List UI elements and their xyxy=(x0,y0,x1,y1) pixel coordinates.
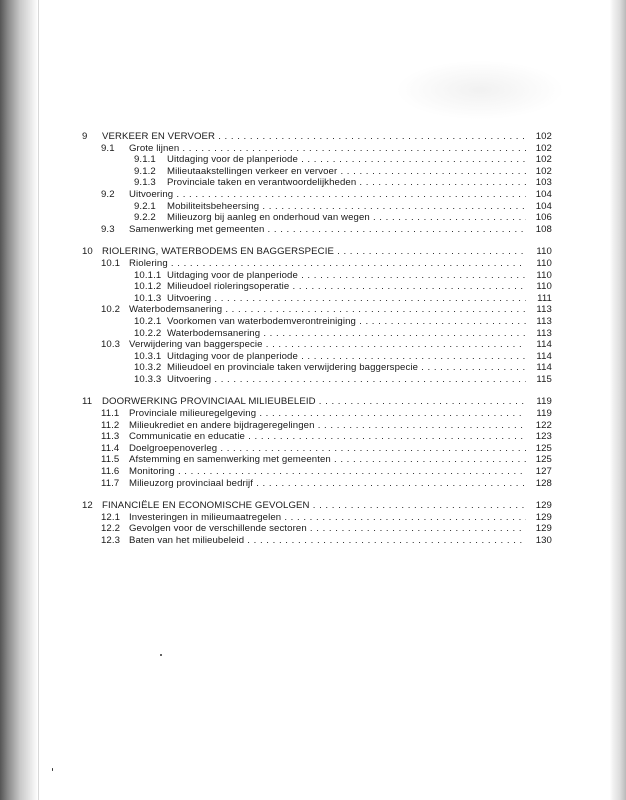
toc-subsection xyxy=(82,201,552,213)
subsection-title: Milieudoel rioleringsoperatie . . . xyxy=(167,281,526,293)
page-number: 119 xyxy=(526,408,552,420)
page-number: 114 xyxy=(526,339,552,351)
toc-section xyxy=(82,466,552,478)
section-title: Grote lijnen . . . xyxy=(129,143,526,155)
chapter-number: 9 xyxy=(82,131,88,142)
page-number: 102 xyxy=(526,154,552,166)
toc-section xyxy=(82,535,552,547)
page-number: 110 xyxy=(526,281,552,293)
section-title: Milieuzorg provinciaal bedrijf . . . xyxy=(129,478,526,490)
chapter-title: FINANCIËLE EN ECONOMISCHE GEVOLGEN . . . xyxy=(102,500,526,512)
page-number: 115 xyxy=(526,374,552,386)
subsection-title: Milieutaakstellingen verkeer en vervoer . . . xyxy=(167,166,526,178)
toc-section xyxy=(82,339,552,351)
subsection-number: 9.2.2 xyxy=(134,212,156,224)
chapter-number: 11 xyxy=(82,396,93,408)
subsection-number: 9.1.1 xyxy=(134,154,156,166)
subsection-title: Uitdaging voor de planperiode . . . xyxy=(167,270,526,282)
toc-section xyxy=(82,224,552,236)
page-number: 110 xyxy=(526,246,552,258)
subsection-number: 10.1.1 xyxy=(134,269,162,281)
subsection-title: Mobiliteitsbeheersing . . . xyxy=(167,201,526,213)
section-title: Investeringen in milieumaatregelen . . . xyxy=(129,512,526,524)
section-title: Gevolgen voor de verschillende sectoren . . . xyxy=(129,523,526,535)
page-number: 125 xyxy=(526,443,552,455)
toc-subsection xyxy=(82,328,552,340)
section-title: Milieukrediet en andere bijdrageregelingen . . . xyxy=(129,420,526,432)
subsection-number: 10.1.2 xyxy=(134,281,162,293)
page-number: 102 xyxy=(526,166,552,178)
chapter-number: 10 xyxy=(82,246,93,258)
page-number: 129 xyxy=(526,512,552,524)
toc-section xyxy=(82,478,552,490)
page-number: 102 xyxy=(526,143,552,155)
page-number: 113 xyxy=(526,304,552,316)
toc-chapter xyxy=(82,500,552,512)
page-number: 123 xyxy=(526,431,552,443)
paper-speck xyxy=(52,768,53,771)
toc-section xyxy=(82,143,552,155)
section-number: 11.7 xyxy=(101,477,120,489)
section-number: 11.6 xyxy=(101,466,120,478)
section-number: 12.1 xyxy=(101,511,121,523)
page-number: 129 xyxy=(526,500,552,512)
page-edge xyxy=(38,0,39,800)
page-number: 113 xyxy=(526,316,552,328)
page-number: 104 xyxy=(526,189,552,201)
page-number: 108 xyxy=(526,224,552,236)
toc-section xyxy=(82,454,552,466)
section-number: 11.1 xyxy=(101,408,120,420)
subsection-title: Uitdaging voor de planperiode . . . xyxy=(167,351,526,363)
spacer xyxy=(82,235,552,246)
chapter-title: VERKEER EN VERVOER . . . xyxy=(102,131,526,143)
toc-subsection xyxy=(82,374,552,386)
toc-section xyxy=(82,523,552,535)
paper-speck xyxy=(160,654,162,656)
toc-section xyxy=(82,443,552,455)
page-number: 103 xyxy=(526,177,552,189)
section-title: Doelgroepenoverleg . . . xyxy=(129,443,526,455)
toc-section xyxy=(82,512,552,524)
section-number: 12.3 xyxy=(101,535,121,546)
subsection-title: Uitdaging voor de planperiode . . . xyxy=(167,154,526,166)
page-number: 104 xyxy=(526,201,552,213)
page-edge-shadow xyxy=(610,0,626,800)
toc-subsection xyxy=(82,351,552,363)
page-number: 125 xyxy=(526,454,552,466)
section-title: Uitvoering . . . xyxy=(129,189,526,201)
subsection-title: Milieudoel en provinciale taken verwijdering baggerspecie . . . xyxy=(167,362,526,374)
section-number: 10.2 xyxy=(101,304,121,316)
spacer xyxy=(82,385,552,396)
toc-subsection xyxy=(82,293,552,305)
toc-subsection xyxy=(82,316,552,328)
book-spine-shadow xyxy=(0,0,38,800)
section-number: 9.1 xyxy=(101,142,115,154)
section-title: Afstemming en samenwerking met gemeenten . . . xyxy=(129,454,526,466)
subsection-number: 10.3.1 xyxy=(134,350,162,362)
section-title: Communicatie en educatie . . . xyxy=(129,431,526,443)
section-title: Riolering . . . xyxy=(129,258,526,270)
section-title: Provinciale milieuregelgeving . . . xyxy=(129,408,526,420)
table-of-contents xyxy=(82,131,552,547)
section-number: 11.3 xyxy=(101,431,120,443)
page-number: 114 xyxy=(526,362,552,374)
subsection-number: 10.2.2 xyxy=(134,327,162,339)
section-title: Samenwerking met gemeenten . . . xyxy=(129,224,526,236)
subsection-title: Uitvoering . . . xyxy=(167,293,526,305)
chapter-title: RIOLERING, WATERBODEMS EN BAGGERSPECIE . . . xyxy=(102,246,526,258)
chapter-title: DOORWERKING PROVINCIAAL MILIEUBELEID . . . xyxy=(102,396,526,408)
toc-section xyxy=(82,431,552,443)
section-number: 12.2 xyxy=(101,523,121,535)
toc-subsection xyxy=(82,270,552,282)
subsection-title: Provinciale taken en verantwoordelijkheden . . . xyxy=(167,177,526,189)
toc-chapter xyxy=(82,396,552,408)
section-number: 11.5 xyxy=(101,454,120,466)
section-title: Verwijdering van baggerspecie . . . xyxy=(129,339,526,351)
section-title: Baten van het milieubeleid . . . xyxy=(129,535,526,547)
page-number: 130 xyxy=(526,535,552,547)
subsection-title: Waterbodemsanering . . . xyxy=(167,328,526,340)
page-number: 114 xyxy=(526,351,552,363)
toc-section xyxy=(82,420,552,432)
page-number: 111 xyxy=(526,293,552,305)
toc-subsection xyxy=(82,177,552,189)
toc-subsection xyxy=(82,166,552,178)
toc-section xyxy=(82,258,552,270)
section-number: 10.3 xyxy=(101,339,121,351)
page-number: 128 xyxy=(526,478,552,490)
section-title: Waterbodemsanering . . . xyxy=(129,304,526,316)
toc-chapter xyxy=(82,246,552,258)
page-number: 129 xyxy=(526,523,552,535)
subsection-number: 10.1.3 xyxy=(134,292,162,304)
subsection-number: 9.1.2 xyxy=(134,165,156,177)
page-number: 110 xyxy=(526,270,552,282)
section-number: 11.4 xyxy=(101,442,120,454)
subsection-title: Voorkomen van waterbodemverontreiniging . . . xyxy=(167,316,526,328)
page-number: 110 xyxy=(526,258,552,270)
subsection-number: 10.3.2 xyxy=(134,362,162,374)
toc-subsection xyxy=(82,362,552,374)
toc-subsection xyxy=(82,154,552,166)
page-number: 106 xyxy=(526,212,552,224)
chapter-number: 12 xyxy=(82,500,93,512)
page-number: 102 xyxy=(526,131,552,143)
section-number: 10.1 xyxy=(101,257,121,269)
toc-section xyxy=(82,189,552,201)
spacer xyxy=(82,489,552,500)
section-number: 9.3 xyxy=(101,223,115,235)
subsection-title: Uitvoering . . . xyxy=(167,374,526,386)
page-number: 122 xyxy=(526,420,552,432)
subsection-number: 9.1.3 xyxy=(134,177,156,189)
subsection-number: 10.3.3 xyxy=(134,373,162,385)
toc-subsection xyxy=(82,281,552,293)
page-number: 119 xyxy=(526,396,552,408)
section-number: 11.2 xyxy=(101,419,120,431)
toc-subsection xyxy=(82,212,552,224)
toc-section xyxy=(82,408,552,420)
subsection-title: Milieuzorg bij aanleg en onderhoud van wegen . . . xyxy=(167,212,526,224)
page-number: 113 xyxy=(526,328,552,340)
toc-chapter xyxy=(82,131,552,143)
subsection-number: 10.2.1 xyxy=(134,315,162,327)
page-number: 127 xyxy=(526,466,552,478)
toc-section xyxy=(82,304,552,316)
section-number: 9.2 xyxy=(101,188,115,200)
subsection-number: 9.2.1 xyxy=(134,200,156,212)
show-through-smudge xyxy=(395,60,565,120)
section-title: Monitoring . . . xyxy=(129,466,526,478)
